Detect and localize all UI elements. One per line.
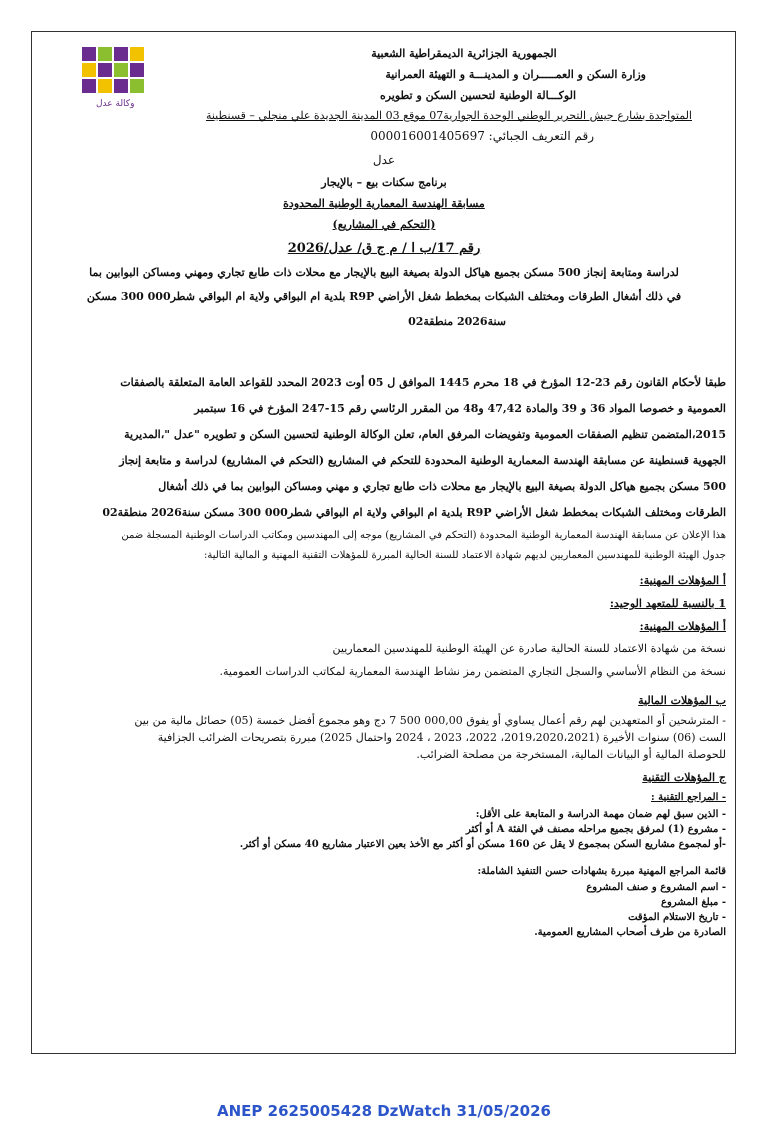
reference-number: رقم 17/ب ا / م ج ق/ عدل/2026 xyxy=(287,241,481,256)
qualifications xyxy=(42,570,726,940)
logo-caption: وكالة عدل xyxy=(96,99,135,109)
notice-line-1: هذا الإعلان عن مسابقة الهندسة المعمارية الوطنية المحدودة (التحكم في المشاريع) موجه إلى المهندسين ومكاتب الدراسات الوطنية المسجلة ضمن xyxy=(121,530,726,541)
title-block xyxy=(42,148,726,334)
financial-title: ب المؤهلات المالية xyxy=(638,694,726,707)
references-list-title: قائمة المراجع المهنية مبررة بشهادات حسن التنفيذ الشاملة: xyxy=(477,866,726,877)
document-body xyxy=(42,44,726,940)
financial-line: - المترشحين أو المتعهدين لهم رقم أعمال يساوي أو يفوق 000,00 500 7 دج وهو مجموع أفضل خمسة (05) حصائل مالية من بين xyxy=(134,714,726,727)
professional-item: نسخة من النظام الأساسي والسجل التجاري المتضمن رمز نشاط الهندسة المعمارية لمكاتب الدراسات العمومية. xyxy=(219,665,726,678)
main-paragraph xyxy=(42,370,726,566)
paragraph-line: الطرقات ومختلف الشبكات بمخطط شغل الأراضي R9P بلدية ام البواقي ولاية ام البواقي شطر000 300 مسكن سنة2026 منطقة02 xyxy=(102,506,726,519)
subject-line-1: لدراسة ومتابعة إنجاز 500 مسكن بجميع هياكل الدولة بصيغة البيع بالإيجار مع محلات ذات طابع تجاري ومهني ومساكن البوابين بما xyxy=(89,266,679,279)
agency-line: الوكـــالة الوطنية لتحسين السكن و تطويره xyxy=(379,89,576,102)
technical-references: - المراجع التقنية : xyxy=(651,792,726,803)
paragraph-line: الجهوية قسنطينة عن مسابقة الهندسة المعمارية الوطنية المحدودة للتحكم في المشاريع (التحكم في المشاريع) لدراسة و متابعة إنجاز xyxy=(119,454,726,467)
technical-line: - الذين سبق لهم ضمان مهمة الدراسة و المتابعة على الأقل: xyxy=(475,809,726,820)
paragraph-line: 2015،المتضمن تنظيم الصفقات العمومية وتفويضات المرفق العام، تعلن الوكالة الوطنية لتحسين السكن و تطويره "عدل "،المديرية xyxy=(124,428,726,441)
address-line: المتواجدة بشارع جيش التحرير الوطني الوحدة الجوارية07 موقع 03 المدينة الجديدة علي منجلي – قسنطينة xyxy=(205,109,692,122)
subject-line-3: سنة2026 منطقة02 xyxy=(408,315,506,328)
republic-line: الجمهورية الجزائرية الديمقراطية الشعبية xyxy=(371,47,557,60)
tax-id-line: رقم التعريف الجبائي: 000016001405697 xyxy=(370,129,594,143)
paragraph-line: العمومية و خصوصا المواد 36 و 39 والمادة 47,42 و48 من المقرر الرئاسي رقم 15-247 المؤرخ في 16 سبتمبر xyxy=(194,402,726,415)
references-list-item: - تاريخ الاستلام المؤقت xyxy=(628,912,726,923)
references-list-item: الصادرة من طرف أصحاب المشاريع العمومية. xyxy=(534,927,726,938)
professional-title: أ المؤهلات المهنية: xyxy=(639,574,726,587)
paragraph-line: طبقا لأحكام القانون رقم 23-12 المؤرخ في 18 محرم 1445 الموافق ل 05 أوت 2023 المحدد للقواعد العامة المتعلقة بالصفقات xyxy=(120,376,726,389)
professional-title-2: أ المؤهلات المهنية: xyxy=(639,620,726,633)
technical-title: ج المؤهلات التقنية xyxy=(642,771,726,784)
references-list-item: - اسم المشروع و صنف المشروع xyxy=(586,882,726,893)
footer-reference: ANEP 2625005428 DzWatch 31/05/2026 xyxy=(217,1102,551,1120)
adl-label: عدل xyxy=(372,153,396,167)
competition-title: مسابقة الهندسة المعمارية الوطنية المحدودة xyxy=(283,197,485,210)
single-bidder-title: 1 بالنسبة للمتعهد الوحيد: xyxy=(609,597,726,610)
financial-line: للحوصلة المالية أو البيانات المالية، المستخرجة من مصلحة الضرائب. xyxy=(416,748,726,761)
professional-item: نسخة من شهادة الاعتماد للسنة الحالية صادرة عن الهيئة الوطنية للمهندسين المعماريين xyxy=(332,642,726,655)
program-title: برنامج سكنات بيع – بالإيجار xyxy=(321,176,447,189)
letterhead xyxy=(42,44,726,146)
financial-line: الست (06) سنوات الأخيرة (2019،2020،2021، 2022، 2023 ، 2024 واحتمال 2025) مبررة بتصريحات الضرائب الجزافية xyxy=(157,731,726,744)
ministry-line: وزارة السكن و العمـــــران و المدينـــة و التهيئة العمرانية xyxy=(385,68,646,81)
subject-line-2: في ذلك أشغال الطرقات ومختلف الشبكات بمخطط شغل الأراضي R9P بلدية ام البواقي ولاية ام البواقي شطر000 300 مسكن xyxy=(86,290,682,303)
references-list-item: - مبلغ المشروع xyxy=(661,897,726,908)
control-title: (التحكم في المشاريع) xyxy=(332,218,436,231)
paragraph-line: 500 مسكن بجميع هياكل الدولة بصيغة البيع بالإيجار مع محلات ذات طابع تجاري و مهني ومساكن البوابين بما في ذلك أشغال xyxy=(158,480,726,493)
technical-line: -أو لمجموع مشاريع السكن بمجموع لا يقل عن 160 مسكن أو أكثر مع الأخذ بعين الاعتبار مشاريع 40 مسكن أو أكثر. xyxy=(239,839,726,850)
notice-line-2: جدول الهيئة الوطنية للمهندسين المعماريين لديهم شهادة الاعتماد للسنة الحالية المبررة للمؤهلات التقنية المهنية و المالية التالية: xyxy=(204,550,726,561)
technical-line: - مشروع (1) لمرفق بجميع مراحله مصنف في الفئة A أو أكثر xyxy=(465,824,726,835)
